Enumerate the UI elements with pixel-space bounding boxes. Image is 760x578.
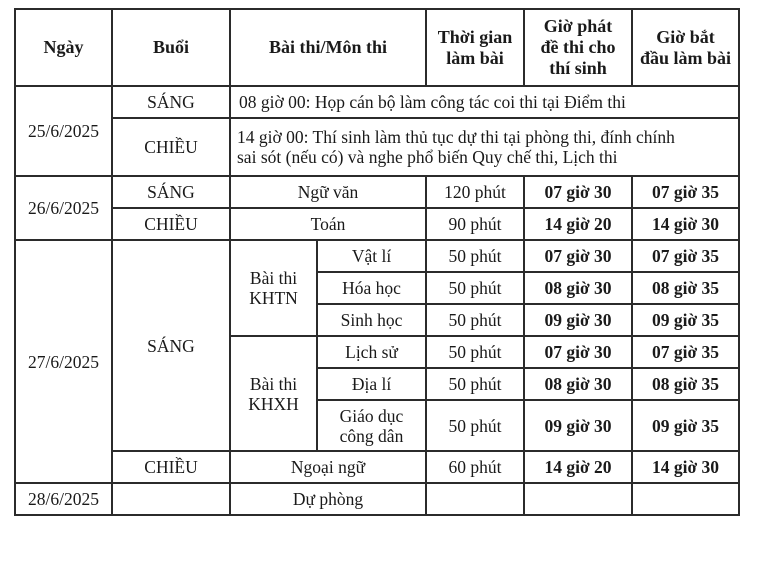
date-cell: 27/6/2025 xyxy=(15,240,112,483)
distribute-time-cell: 09 giờ 30 xyxy=(524,400,632,451)
group-line2: KHXH xyxy=(248,393,299,414)
header-subject: Bài thi/Môn thi xyxy=(230,9,426,86)
header-start-line1: Giờ bắt xyxy=(656,26,715,47)
start-time-cell: 07 giờ 35 xyxy=(632,336,739,368)
group-khxh-cell xyxy=(230,336,317,451)
subject-cell: Hóa học xyxy=(317,272,426,304)
start-time-cell: 09 giờ 35 xyxy=(632,304,739,336)
subject-cell xyxy=(317,400,426,451)
subject-cell: Địa lí xyxy=(317,368,426,400)
session-cell: CHIỀU xyxy=(112,208,230,240)
duration-cell: 90 phút xyxy=(426,208,524,240)
group-line1: Bài thi xyxy=(249,268,298,288)
header-duration-line2: làm bài xyxy=(446,47,504,68)
table-row xyxy=(15,208,739,240)
table-row xyxy=(15,483,739,515)
start-time-cell: 07 giờ 35 xyxy=(632,176,739,208)
header-row xyxy=(15,9,739,86)
group-line1: Bài thi xyxy=(249,373,298,394)
header-distribute-time xyxy=(524,9,632,86)
note-line2: sai sót (nếu có) và nghe phổ biến Quy chế thi, Lịch thi xyxy=(237,147,618,167)
session-cell: SÁNG xyxy=(112,240,230,451)
start-time-cell: 09 giờ 35 xyxy=(632,400,739,451)
group-khtn-cell xyxy=(230,240,317,336)
subject-line1: Giáo dục xyxy=(339,405,404,426)
duration-cell: 50 phút xyxy=(426,400,524,451)
duration-cell: 50 phút xyxy=(426,272,524,304)
table-row xyxy=(15,118,739,176)
header-start-time xyxy=(632,9,739,86)
distribute-time-cell: 14 giờ 20 xyxy=(524,208,632,240)
header-distribute-line2: đề thi cho xyxy=(540,37,616,57)
table-row xyxy=(15,176,739,208)
table-row xyxy=(15,240,739,272)
duration-cell: 50 phút xyxy=(426,240,524,272)
session-cell: CHIỀU xyxy=(112,118,230,176)
session-cell: SÁNG xyxy=(112,86,230,118)
start-time-cell: 14 giờ 30 xyxy=(632,208,739,240)
header-duration-line1: Thời gian xyxy=(437,26,513,47)
group-line2: KHTN xyxy=(249,288,298,308)
subject-cell: Dự phòng xyxy=(230,483,426,515)
duration-cell: 50 phút xyxy=(426,368,524,400)
distribute-time-cell xyxy=(524,483,632,515)
start-time-cell: 07 giờ 35 xyxy=(632,240,739,272)
duration-cell: 120 phút xyxy=(426,176,524,208)
subject-cell: Toán xyxy=(230,208,426,240)
exam-schedule-table xyxy=(14,8,740,516)
table-row xyxy=(15,451,739,483)
header-date: Ngày xyxy=(15,9,112,86)
distribute-time-cell: 07 giờ 30 xyxy=(524,240,632,272)
subject-cell: Vật lí xyxy=(317,240,426,272)
subject-cell: Ngữ văn xyxy=(230,176,426,208)
duration-cell: 60 phút xyxy=(426,451,524,483)
distribute-time-cell: 08 giờ 30 xyxy=(524,272,632,304)
header-duration xyxy=(426,9,524,86)
date-cell: 25/6/2025 xyxy=(15,86,112,176)
session-cell: SÁNG xyxy=(112,176,230,208)
header-start-line2: đầu làm bài xyxy=(639,47,732,68)
start-time-cell: 14 giờ 30 xyxy=(632,451,739,483)
header-distribute-line3: thí sinh xyxy=(549,58,607,78)
note-cell: 08 giờ 00: Họp cán bộ làm công tác coi thi tại Điểm thi xyxy=(230,86,739,118)
duration-cell: 50 phút xyxy=(426,336,524,368)
date-cell: 28/6/2025 xyxy=(15,483,112,515)
date-cell: 26/6/2025 xyxy=(15,176,112,240)
distribute-time-cell: 07 giờ 30 xyxy=(524,336,632,368)
session-cell: CHIỀU xyxy=(112,451,230,483)
distribute-time-cell: 08 giờ 30 xyxy=(524,368,632,400)
subject-cell: Ngoại ngữ xyxy=(230,451,426,483)
start-time-cell xyxy=(632,483,739,515)
subject-line2: công dân xyxy=(339,425,404,446)
distribute-time-cell: 07 giờ 30 xyxy=(524,176,632,208)
distribute-time-cell: 09 giờ 30 xyxy=(524,304,632,336)
table-row xyxy=(15,86,739,118)
note-line1: 14 giờ 00: Thí sinh làm thủ tục dự thi tại phòng thi, đính chính xyxy=(237,127,675,147)
duration-cell: 50 phút xyxy=(426,304,524,336)
distribute-time-cell: 14 giờ 20 xyxy=(524,451,632,483)
subject-cell: Lịch sử xyxy=(317,336,426,368)
header-session: Buổi xyxy=(112,9,230,86)
duration-cell xyxy=(426,483,524,515)
header-distribute-line1: Giờ phát xyxy=(543,16,613,36)
session-cell xyxy=(112,483,230,515)
start-time-cell: 08 giờ 35 xyxy=(632,272,739,304)
note-cell xyxy=(230,118,739,176)
subject-cell: Sinh học xyxy=(317,304,426,336)
start-time-cell: 08 giờ 35 xyxy=(632,368,739,400)
